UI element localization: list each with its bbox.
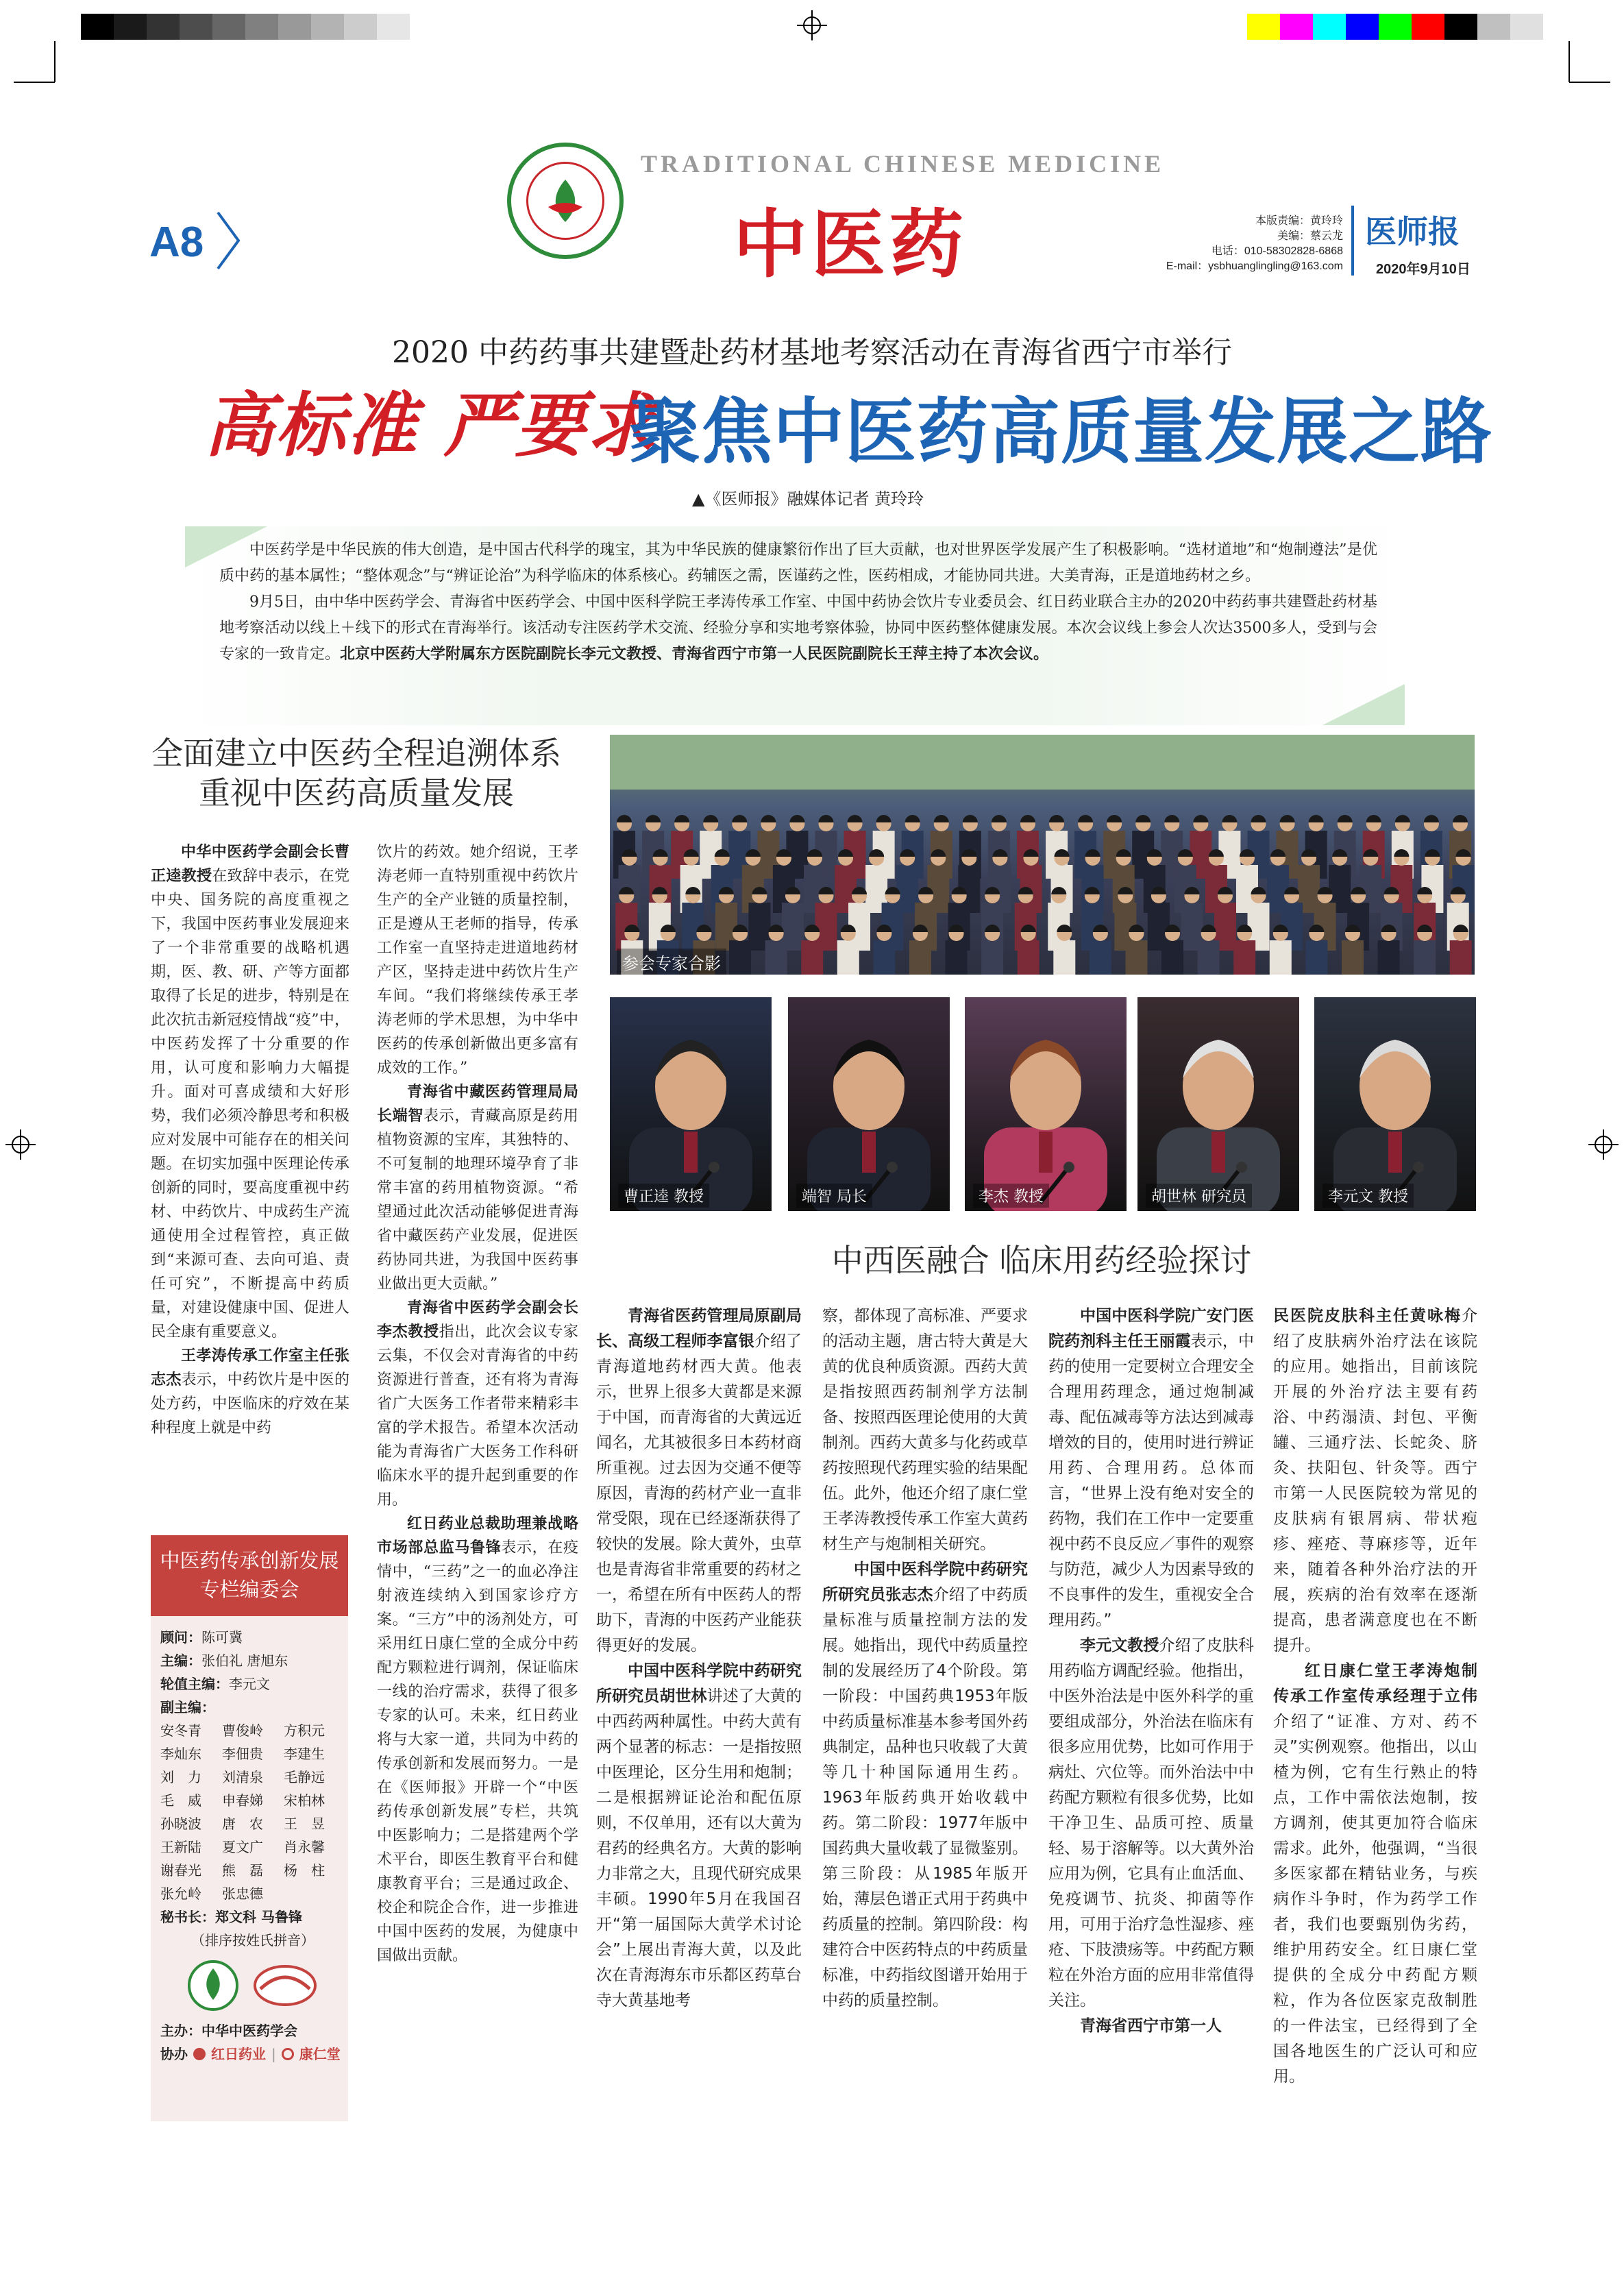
- section2-column-2: [822, 1304, 1028, 2123]
- portrait-photo: [1137, 997, 1299, 1211]
- cohost-2: 康仁堂: [299, 2046, 341, 2062]
- board-member: 刘清泉: [222, 1769, 263, 1785]
- association-logo-icon: [186, 1959, 240, 2012]
- section2-column-3: [1048, 1304, 1254, 2123]
- speaker-name: 中国中医科学院中药研究所研究员张志杰: [822, 1561, 1028, 1604]
- speaker-name: 青海省西宁市第一人: [1080, 2017, 1222, 2035]
- editor-line: 本版责编：黄玲玲: [1255, 215, 1343, 227]
- portrait-photo: [1314, 997, 1476, 1211]
- hongri-logo-icon: [251, 1959, 319, 2012]
- group-photo: [610, 735, 1475, 975]
- speaker-name: 青海省中藏医药管理局局长端智: [377, 1084, 578, 1125]
- paragraph: [377, 1512, 578, 1968]
- board-member: 熊 磊: [222, 1862, 263, 1879]
- color-swatch: [1346, 14, 1379, 40]
- speaker-name: 民医院皮肤科主任黄咏梅: [1273, 1307, 1462, 1325]
- gray-swatch: [147, 14, 180, 40]
- color-swatch: [1510, 14, 1543, 40]
- board-member: 李建生: [284, 1746, 325, 1762]
- lead-box: [185, 526, 1405, 725]
- paragraph: [1273, 1304, 1477, 1659]
- board-member: 毛静远: [284, 1769, 325, 1785]
- section2-title: 中西医融合 临床用药经验探讨: [831, 1242, 1252, 1279]
- board-names: 李元文: [229, 1676, 270, 1692]
- paragraph: [377, 1296, 578, 1512]
- lead-paragraph: 9月5日，由中华中医药学会、青海省中医药学会、中国中医科学院王孝涛传承工作室、中国中药协会饮片专业委员会、红日药业联合主办的2020中药药事共建暨赴药材基地考察活动以线上＋线下的形式在青海举行。该活动专注医药学术交流、经验分享和实地考察体验，协同中医药整体健康发展。本次会议线上参会人次达3500多人，受到与会专家的一致肯定。北京中医药大学附属东方医院副院长李元文教授、青海省西宁市第一人民医院副院长王萍主持了本次会议。: [219, 594, 1377, 663]
- gray-swatch: [180, 14, 212, 40]
- designer-line: 美编：蔡云龙: [1277, 230, 1343, 242]
- article-kicker: 2020 中药药事共建暨赴药材基地考察活动在青海省西宁市举行: [392, 335, 1232, 370]
- board-member: 宋柏林: [284, 1792, 325, 1809]
- gray-swatch: [245, 14, 278, 40]
- section1-column-1: [151, 840, 349, 1526]
- section1-title: 全面建立中医药全程追溯体系 重视中医药高质量发展: [151, 735, 561, 811]
- portrait-photo: [788, 997, 950, 1211]
- board-row: [160, 1696, 345, 1719]
- paragraph-text: 介绍了皮肤科用药临方调配经验。他指出，中医外治法是中医外科学的重要组成部分，外治法在临床有很多应用优势，比如可作用于病灶、穴位等。而外治法中中药配方颗粒有很多优势，比如干净卫生、品质可控、质量轻、易于溶解等。以大黄外治应用为例，它具有止血活血、免疫调节、抗炎、抑菌等作用，可用于治疗急性湿疹、痤疮、下肢溃疡等。中药配方颗粒在外治方面的应用非常值得关注。: [1048, 1637, 1254, 2010]
- board-role: 轮值主编：: [160, 1676, 229, 1692]
- gray-swatch: [377, 14, 410, 40]
- board-logos: [160, 1959, 345, 2012]
- speaker-name: 中国中医科学院中药研究所研究员胡世林: [596, 1662, 802, 1705]
- registration-mark-icon: [1588, 1129, 1619, 1160]
- gray-swatch: [114, 14, 147, 40]
- paragraph-text: 表示，中药饮片是中医的处方药，中医临床的疗效在某种程度上就是中药: [151, 1371, 349, 1437]
- paragraph-text: 介绍了中药质量标准与质量控制方法的发展。她指出，现代中药质量控制的发展经历了4个阶段。第一阶段：中国药典1953年版中药质量标准基本参考国外药典制定，品种也只收载了大黄等几十种国际通用生药。1963年版药典开始收载中药。第二阶段：1977年版中国药典大量收载了显微鉴别。第三阶段：从1985年版开始，薄层色谱正式用于药典中药质量的控制。第四阶段：构建符合中医药特点的中药质量标准，中药指纹图谱开始用于中药的质量控制。: [822, 1586, 1028, 2010]
- board-role: 副主编：: [160, 1699, 215, 1715]
- speaker-name: 李元文教授: [1080, 1637, 1159, 1654]
- lead-hosts: 北京中医药大学附属东方医院副院长李元文教授、青海省西宁市第一人民医院副院长王萍主持了本次会议。: [340, 646, 1049, 663]
- board-member: 杨 柱: [284, 1862, 325, 1879]
- portrait-image: [1314, 997, 1476, 1211]
- chevron-right-icon: [215, 210, 241, 271]
- portrait-caption: 曹正逵 教授: [618, 1184, 709, 1208]
- paragraph-text: 在致辞中表示，在党中央、国务院的高度重视之下，我国中医药事业发展迎来了一个非常重要的战略机遇期，医、教、研、产等方面都取得了长足的进步，特别是在此次抗击新冠疫情战“疫”中，中医药发挥了十分重要的作用，认可度和影响力大幅提升。面对可喜成绩和大好形势，我们必须冷静思考和积极应对发展中可能存在的相关问题。在切实加强中医理论传承创新的同时，要高度重视中药材、中药饮片、中成药生产流通使用全过程管控，真正做到“来源可查、去向可追、责任可究”，不断提高中药质量，对建设健康中国、促进人民全康有重要意义。: [151, 868, 349, 1341]
- board-order-note: （排序按姓氏拼音）: [191, 1932, 315, 1949]
- section1-column-2: [377, 840, 578, 2122]
- paragraph: [596, 1659, 802, 2014]
- gray-swatch: [278, 14, 311, 40]
- gray-swatch: [212, 14, 245, 40]
- color-swatch: [1444, 14, 1477, 40]
- board-role: 顾问：: [160, 1629, 201, 1646]
- board-member: 谢春光: [160, 1862, 201, 1879]
- hongri-mark-icon: [193, 2048, 206, 2060]
- speaker-name: 王孝涛传承工作室主任张志杰: [151, 1347, 349, 1389]
- paragraph: [377, 840, 578, 1080]
- board-member: 孙晓波: [160, 1816, 201, 1832]
- board-member: 申春娣: [222, 1792, 263, 1809]
- color-swatch: [1247, 14, 1280, 40]
- gray-swatch: [344, 14, 377, 40]
- paragraph: [1273, 1659, 1477, 2090]
- paragraph-text: 指出，此次会议专家云集，不仅会对青海省的中药资源进行普查，还有将为青海省广大医务工作者带来精彩丰富的学术报告。希望本次活动能为青海省广大医务工作科研临床水平的提升起到重要的作用。: [377, 1323, 578, 1508]
- board-member: 肖永馨: [284, 1839, 325, 1855]
- page-number: A8: [149, 219, 204, 266]
- paragraph-text: 表示，在疫情中，“三药”之一的血必净注射液连续纳入到国家诊疗方案。“三方”中的汤剂处方，可采用红日康仁堂的全成分中药配方颗粒进行调剂，保证临床一线的治疗需求，获得了很多专家的认可。未来，红日药业将与大家一道，共同为中药的传承创新和发展而努力。一是在《医师报》开辟一个“中医药传承创新发展”专栏，共筑中医影响力；二是搭建两个学术平台，即医生教育平台和健康教育平台；三是通过政企、校企和院企合作，进一步推进中国中医药的发展，为健康中国做出贡献。: [377, 1539, 578, 1964]
- portrait-image: [1137, 997, 1299, 1211]
- board-member: 方积元: [284, 1722, 325, 1739]
- issue-date: 2020年9月10日: [1376, 262, 1471, 277]
- speaker-name: 青海省医药管理局原副局长、高级工程师李富银: [596, 1307, 802, 1350]
- speaker-name: 红日药业总裁助理兼战略市场部总监马鲁锋: [377, 1515, 578, 1556]
- paragraph: [1048, 1304, 1254, 1633]
- board-host: 主办：中华中医药学会: [160, 2023, 297, 2039]
- speaker-name: 青海省中医药学会副会长李杰教授: [377, 1299, 578, 1341]
- board-member: 唐 农: [222, 1816, 263, 1832]
- color-swatch: [1477, 14, 1510, 40]
- paragraph-text: 介绍了青海道地药材西大黄。他表示，世界上很多大黄都是来源于中国，而青海省的大黄远近闻名，尤其被很多日本药材商所重视。过去因为交通不便等原因，青海的药材产业一直非常受限，现在已经逐渐获得了较快的发展。除大黄外，虫草也是青海省非常重要的药材之一，希望在所有中医药人的帮助下，青海的中医药产业能获得更好的发展。: [596, 1332, 802, 1654]
- paragraph: [151, 1344, 349, 1440]
- portrait-caption: 端智 局长: [796, 1184, 872, 1208]
- board-member: 刘 力: [160, 1769, 201, 1785]
- board-role: 主编：: [160, 1652, 201, 1669]
- phone-line: 电话：010-58302828-6868: [1211, 245, 1343, 257]
- section2-column-1: [596, 1304, 802, 2123]
- group-photo-caption: 参会专家合影: [617, 949, 726, 975]
- editorial-board: 中医药传承创新发展专栏编委会 顾问：陈可冀 主编：张伯礼 唐旭东 轮值主编：李元文 副主编： 安冬青 曹俊岭 方积元 李灿东 李佃贵 李建生 刘 力 刘清泉 毛静远 毛 威 申春娣 宋柏林 孙晓波 唐 农 王 昱 王新陆 夏文广 肖永馨 谢春光 熊 磊 杨 柱 张允岭 张忠德 秘书长：郑文科 马鲁锋 （排序按姓氏拼音） 主办：中华中医药学会 协办 红日药业 | 康仁堂: [151, 1535, 348, 2121]
- board-names: 张伯礼 唐旭东: [201, 1652, 288, 1669]
- cohost-1: 红日药业: [211, 2046, 266, 2062]
- color-swatch: [1280, 14, 1313, 40]
- paragraph-text: 饮片的药效。她介绍说，王孝涛老师一直特别重视中药饮片生产的全产业链的质量控制，正是遵从王老师的指导，传承工作室一直坚持走进道地药材产区，坚持走进中药饮片生产车间。“我们将继续传承王孝涛老师的学术思想，为中华中医药的传承创新做出更多富有成效的工作。”: [377, 844, 578, 1077]
- portrait-caption: 胡世林 研究员: [1146, 1184, 1252, 1208]
- crop-mark-icon: [14, 41, 69, 96]
- paragraph: [377, 1080, 578, 1296]
- board-member: 李灿东: [160, 1746, 201, 1762]
- portrait-photo: [610, 997, 772, 1211]
- color-swatch-bar: [1247, 14, 1543, 40]
- color-swatch: [1412, 14, 1444, 40]
- gray-swatch: [311, 14, 344, 40]
- paragraph: [151, 840, 349, 1344]
- speaker-name: 中国中医科学院广安门医院药剂科主任王丽霞: [1048, 1307, 1254, 1350]
- board-names: 陈可冀: [201, 1629, 243, 1646]
- board-member: 张忠德: [222, 1885, 263, 1902]
- board-member: 毛 威: [160, 1792, 201, 1809]
- header-divider: [1351, 206, 1354, 276]
- paragraph: [596, 1304, 802, 1659]
- paragraph: [1048, 2014, 1254, 2039]
- color-swatch: [1379, 14, 1412, 40]
- board-title: 中医药传承创新发展专栏编委会: [151, 1535, 348, 1616]
- portrait-image: [788, 997, 950, 1211]
- paragraph-text: 表示，中药的使用一定要树立合理安全合理用药理念，通过炮制减毒、配伍减毒等方法达到减毒增效的目的，使用时进行辨证用药、合理用药。总体而言，“世界上没有绝对安全的药物，我们在工作中一定要重视中药不良反应／事件的观察与防范，减少人为因素导致的不良事件的发生，重视安全合理用药。”: [1048, 1332, 1254, 1629]
- portrait-photo: [965, 997, 1127, 1211]
- paragraph-text: 察，都体现了高标准、严要求的活动主题，唐古特大黄是大黄的优良种质资源。西药大黄是指按照西药制剂学方法制备、按照西医理论使用的大黄制剂。西药大黄多与化药或草药按照现代药理实验的结果配伍。此外，他还介绍了康仁堂王孝涛教授传承工作室大黄药材生产与炮制相关研究。: [822, 1307, 1028, 1553]
- board-member: 王 昱: [284, 1816, 325, 1832]
- paragraph: [1048, 1633, 1254, 2014]
- portrait-caption: 李杰 教授: [973, 1184, 1049, 1208]
- section-english-title: TRADITIONAL CHINESE MEDICINE: [641, 150, 1165, 178]
- byline: ▲《医师报》融媒体记者 黄玲玲: [692, 489, 924, 509]
- gray-swatch: [81, 14, 114, 40]
- gray-swatch-bar: [81, 14, 410, 40]
- speaker-name: 红日康仁堂王孝涛炮制传承工作室传承经理于立伟: [1273, 1662, 1477, 1705]
- board-row: [160, 1626, 345, 1649]
- section2-column-4: [1273, 1304, 1477, 2123]
- board-row: [160, 1672, 345, 1696]
- section-title: 中医药: [733, 202, 968, 288]
- board-secretary: 秘书长：郑文科 马鲁锋: [160, 1909, 302, 1925]
- board-row: [160, 1649, 345, 1672]
- crop-mark-icon: [1555, 41, 1610, 96]
- board-member: 张允岭: [160, 1885, 201, 1902]
- decor-triangle-icon: [1322, 684, 1405, 725]
- portrait-image: [965, 997, 1127, 1211]
- board-cohost-label: 协办: [160, 2046, 188, 2062]
- portrait-caption: 李元文 教授: [1322, 1184, 1414, 1208]
- group-photo-image: [610, 735, 1475, 975]
- paper-name: 医师报: [1365, 213, 1460, 250]
- board-member: 王新陆: [160, 1839, 201, 1855]
- association-logo-icon: [507, 143, 624, 259]
- registration-mark-icon: [5, 1129, 36, 1160]
- paragraph-text: 表示，青藏高原是药用植物资源的宝库，其独特的、不可复制的地理环境孕育了非常丰富的药用植物资源。“希望通过此次活动能够促进青海省中藏医药产业发展，促进医药协同共进，为我国中医药事业做出更大贡献。”: [377, 1108, 578, 1293]
- board-member: 李佃贵: [222, 1746, 263, 1762]
- speaker-name: 中华中医药学会副会长曹正逵教授: [151, 844, 349, 885]
- paragraph-text: 介绍了“证准、方对、药不灵”实例观察。他指出，以山楂为例，它有生行熟止的特点，工作中需依法炮制，按方调剂，使其更加符合临床需求。此外，他强调，“当很多医家都在精钻业务，与疾病作斗争时，作为药学工作者，我们也要甄别伪劣药，维护用药安全。红日康仁堂提供的全成分中药配方颗粒，作为各位医家克敌制胜的一件法宝，已经得到了全国各地医生的广泛认可和应用。: [1273, 1713, 1477, 2086]
- paragraph-text: 讲述了大黄的中西药两种属性。中药大黄有两个显著的标志：一是指按照中医理论，区分生用和炮制；二是根据辨证论治和配伍原则，不仅单用，还有以大黄为君药的经典名方。大黄的影响力非常之大，且现代研究成果丰硕。1990年5月在我国召开“第一届国际大黄学术讨论会”上展出青海大黄，以及此次在青海海东市乐都区药草台寺大黄基地考: [596, 1687, 802, 2010]
- headline-blue: 聚焦中医药高质量发展之路: [629, 390, 1493, 474]
- headline-red: 高标准 严要求: [204, 384, 658, 467]
- email-line: E-mail：ysbhuanglingling@163.com: [1166, 260, 1343, 272]
- paragraph: [822, 1557, 1028, 2014]
- paragraph: [822, 1304, 1028, 1557]
- board-member: 安冬青: [160, 1722, 201, 1739]
- portrait-image: [610, 997, 772, 1211]
- board-member: 曹俊岭: [222, 1722, 263, 1739]
- lead-paragraph: 中医药学是中华民族的伟大创造，是中国古代科学的瑰宝，其为中华民族的健康繁衍作出了巨大贡献，也对世界医学发展产生了积极影响。“选材道地”和“炮制遵法”是优质中药的基本属性；“整体观念”与“辨证论治”为科学临床的体系核心。药辅医之需，医谨药之性，医药相成，才能协同共进。大美青海，正是道地药材之乡。: [219, 541, 1377, 585]
- registration-mark-icon: [797, 10, 827, 40]
- board-member: 夏文广: [222, 1839, 263, 1855]
- editorial-info: [1137, 214, 1343, 274]
- paragraph-text: 介绍了皮肤病外治疗法在该院的应用。她指出，目前该院开展的外治疗法主要有药浴、中药溻渍、封包、平衡罐、三通疗法、长蛇灸、脐灸、扶阳包、针灸等。西宁市第一人民医院较为常见的皮肤病有银屑病、带状疱疹、痤疮、荨麻疹等，近年来，随着各种外治疗法的开展，疾病的治有效率在逐渐提高，患者满意度也在不断提升。: [1273, 1307, 1477, 1654]
- color-swatch: [1313, 14, 1346, 40]
- kangrentang-mark-icon: [282, 2048, 294, 2060]
